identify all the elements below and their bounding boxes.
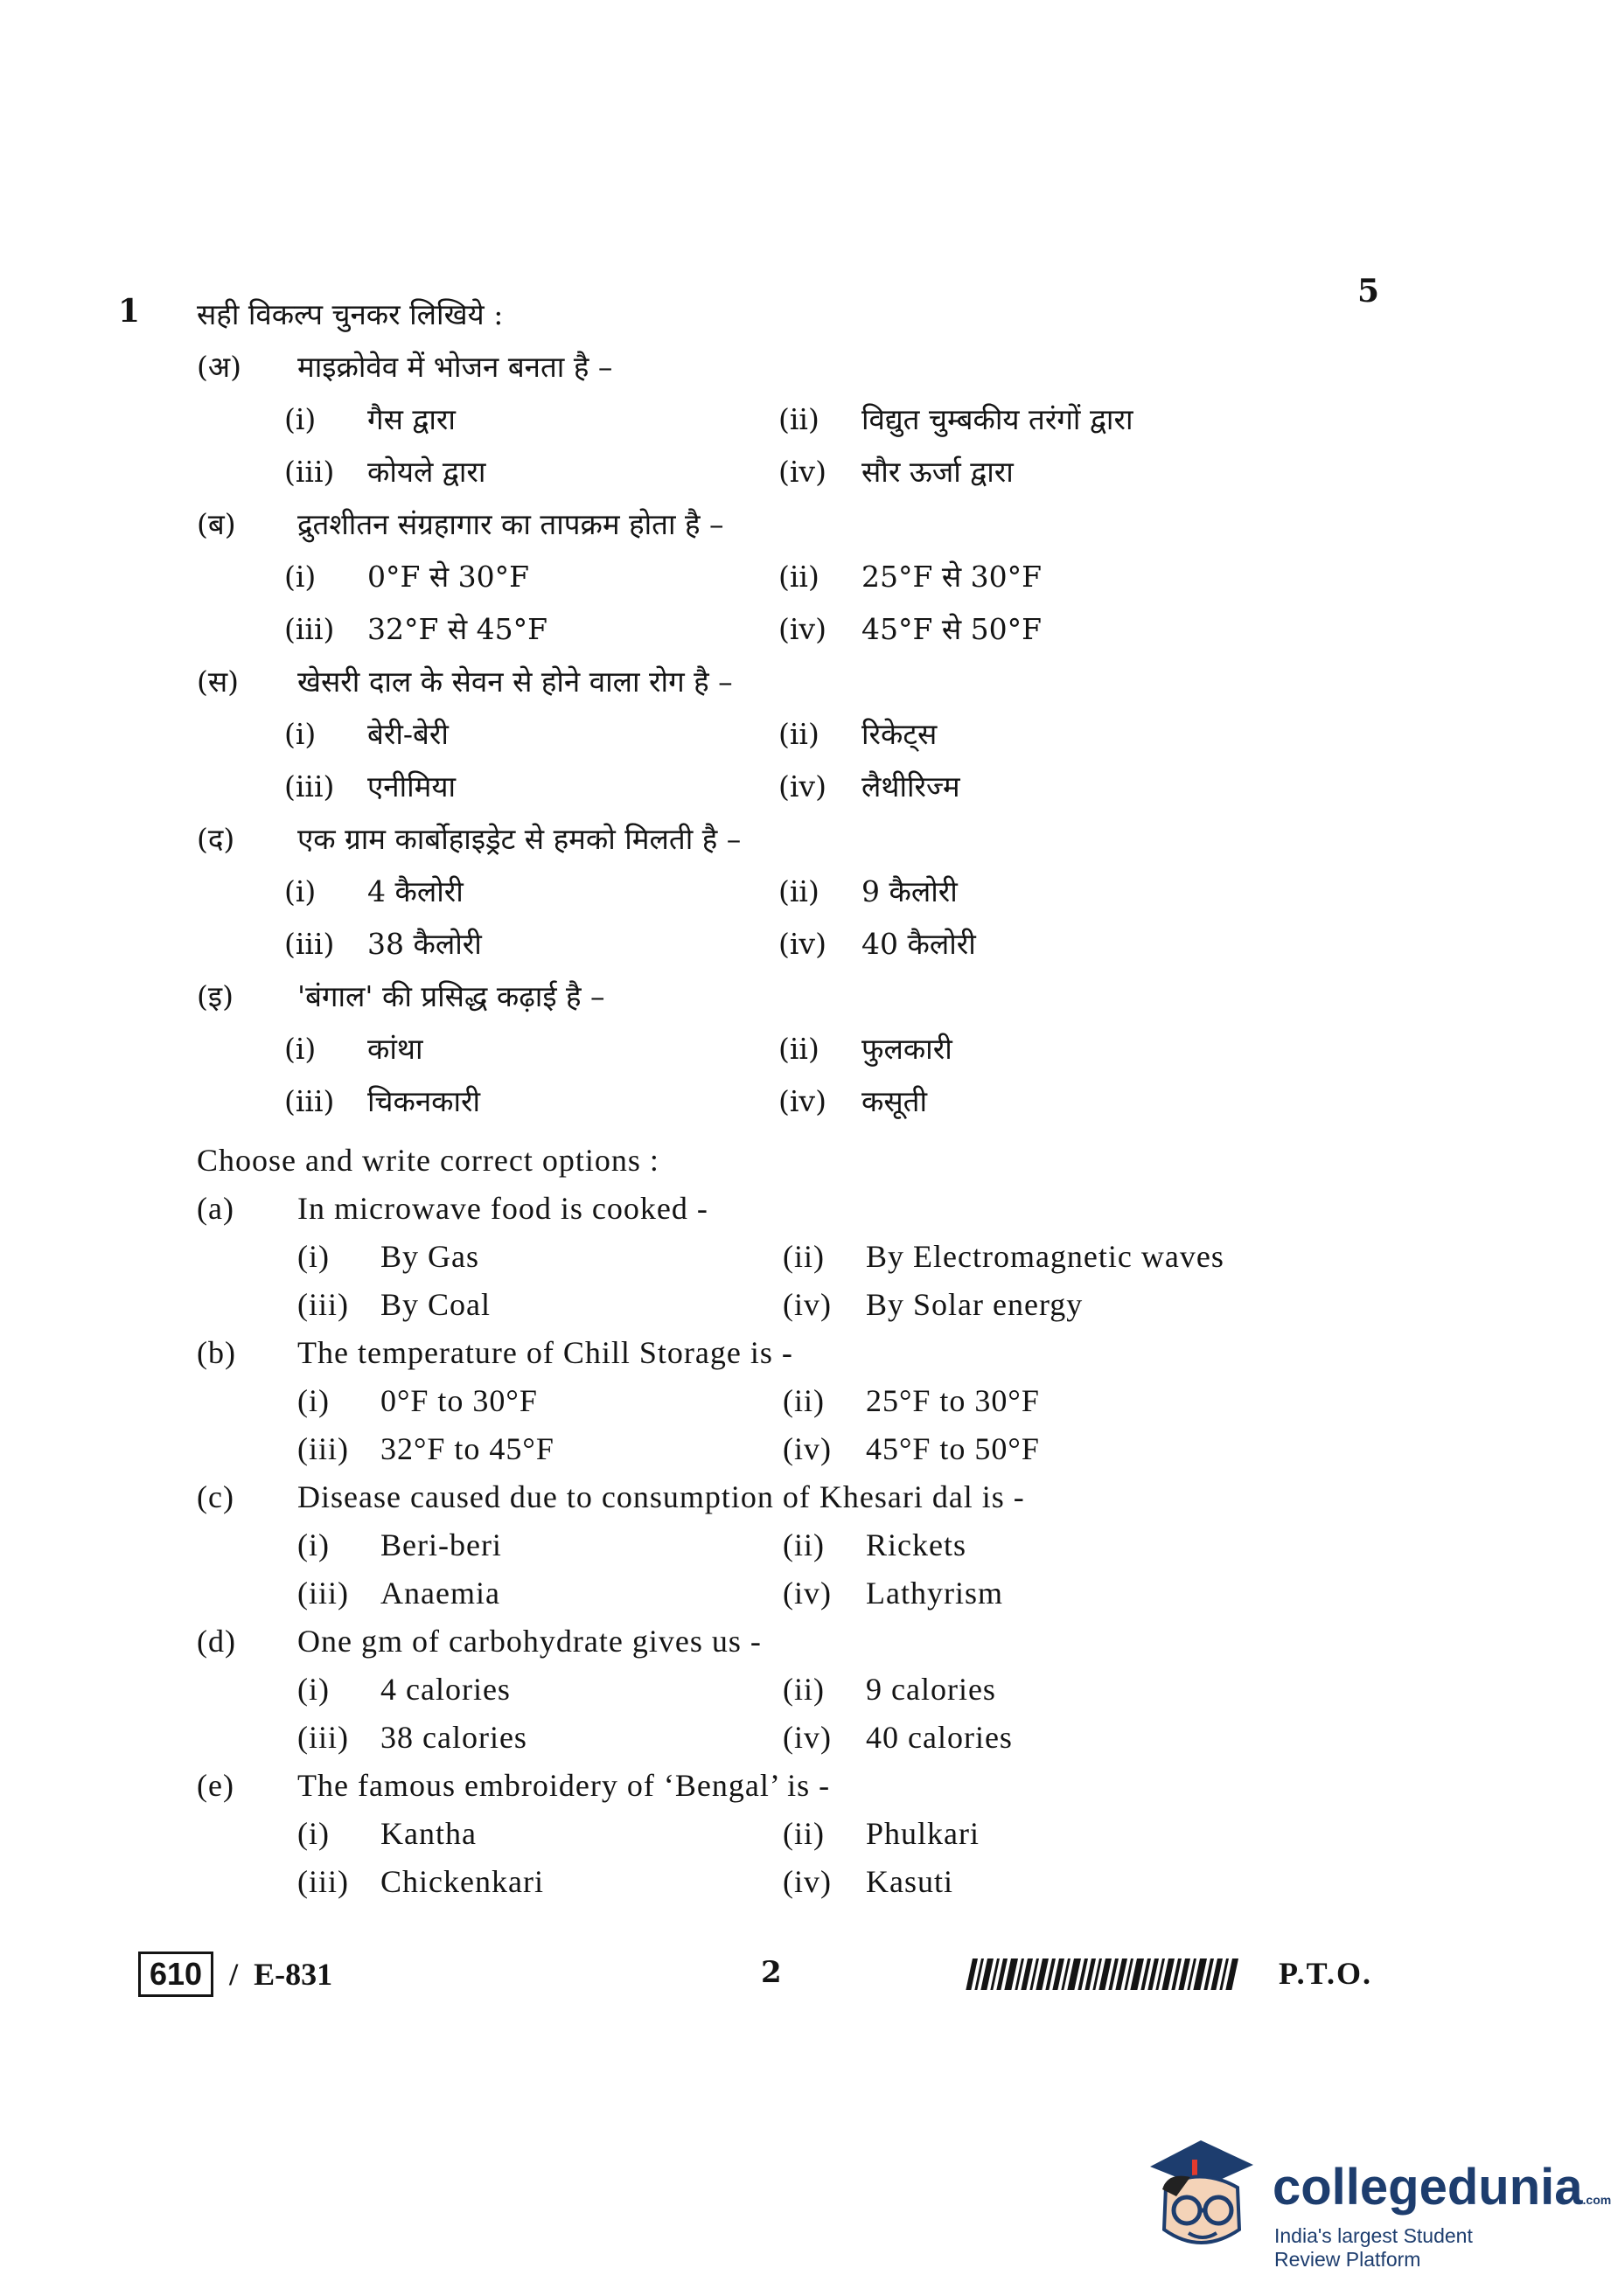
option-label: (iv) [778,927,826,961]
option-text: 45°F to 50°F [866,1431,1040,1466]
hindi-question [197,656,1351,813]
option-label: (iii) [284,927,335,961]
option [284,551,778,603]
option [297,1233,783,1281]
option-label: (iii) [297,1864,349,1899]
option-text: सौर ऊर्जा द्वारा [861,455,1014,489]
option-label: (ii) [778,1032,819,1066]
option-text: 40 calories [866,1720,1013,1755]
option [297,1377,783,1425]
option [778,603,1273,656]
option [284,446,778,498]
option [297,1666,783,1714]
option [284,603,778,656]
option [783,1281,1268,1329]
question-text: एक ग्राम कार्बोहाइड्रेट से हमको मिलती है – [297,822,742,856]
option-text: लैथीरिज्म [861,769,960,804]
option-label: (iv) [783,1576,832,1611]
paper-code-block [138,1952,332,1997]
option-text: रिकेट्स [861,717,938,751]
option [297,1281,783,1329]
option-text: गैस द्वारा [367,402,456,436]
question-text: The temperature of Chill Storage is - [297,1335,793,1370]
question-text: द्रुतशीतन संग्रहागार का तापक्रम होता है – [297,507,724,541]
option-label: (i) [297,1239,330,1274]
option-text: 32°F से 45°F [367,612,548,646]
option-label: (ii) [783,1816,825,1851]
option [783,1377,1268,1425]
brand-watermark [1141,2133,1611,2273]
option [297,1858,783,1906]
option-label: (iii) [284,455,335,489]
option-text: Anaemia [380,1576,500,1611]
option [778,708,1273,761]
option [783,1810,1268,1858]
option-text: एनीमिया [367,769,457,804]
option-text: 32°F to 45°F [380,1431,554,1466]
paper-separator: / [229,1957,239,1992]
option-label: (i) [284,1032,317,1066]
option [778,393,1273,446]
option-text: Kantha [380,1816,477,1851]
question-text: माइक्रोवेव में भोजन बनता है – [297,350,613,384]
option-text: 0°F to 30°F [380,1383,538,1418]
hindi-question [197,498,1351,656]
hindi-instruction: सही विकल्प चुनकर लिखिये : [197,297,504,331]
question-text: खेसरी दाल के सेवन से होने वाला रोग है – [297,664,733,699]
option-text: 25°F to 30°F [866,1383,1040,1418]
question-label: (b) [197,1335,236,1370]
option-text: 9 कैलोरी [861,874,958,908]
option-label: (iii) [284,612,335,646]
brand-name-text: collegedunia [1273,2159,1583,2216]
option-label: (i) [284,874,317,908]
option-text: कसूती [861,1084,928,1118]
question-text: 'बंगाल' की प्रसिद्ध कढ़ाई है – [297,979,605,1013]
question-label: (इ) [197,979,234,1013]
option [778,918,1273,971]
option-text: विद्युत चुम्बकीय तरंगों द्वारा [861,402,1133,436]
option-label: (ii) [783,1239,825,1274]
option-text: By Solar energy [866,1287,1084,1322]
english-section [197,1137,1351,1906]
option [783,1425,1268,1473]
option [284,918,778,971]
option-label: (iii) [297,1287,349,1322]
exam-code: E-831 [254,1957,333,1992]
option-text: Kasuti [866,1864,953,1899]
option-label: (iii) [297,1720,349,1755]
english-question [197,1185,1351,1329]
option-label: (iv) [778,612,826,646]
question-label: (द) [197,822,235,856]
question-label: (ब) [197,507,236,541]
option-text: 38 कैलोरी [367,927,482,961]
option-text: Beri-beri [380,1527,502,1562]
question-label: (c) [197,1479,234,1514]
option-label: (i) [284,717,317,751]
question-label: (a) [197,1191,234,1226]
option [778,446,1273,498]
option-label: (ii) [783,1383,825,1418]
option-label: (iv) [783,1431,832,1466]
option-text: चिकनकारी [367,1084,481,1118]
student-mascot-icon [1141,2133,1259,2265]
option-label: (i) [297,1816,330,1851]
option-text: 4 कैलोरी [367,874,464,908]
option [783,1714,1268,1762]
option-text: Lathyrism [866,1576,1003,1611]
page-number: 2 [761,1955,782,1990]
option-label: (iv) [778,455,826,489]
option-text: कोयले द्वारा [367,455,486,489]
brand-domain: .com [1582,2193,1611,2207]
option-label: (ii) [778,560,819,594]
option [297,1714,783,1762]
option [284,1075,778,1128]
option-label: (ii) [783,1527,825,1562]
hindi-question [197,971,1351,1128]
option [778,1075,1273,1128]
option-text: Phulkari [866,1816,980,1851]
question-text: Disease caused due to consumption of Khesari dal is - [297,1479,1025,1514]
marks: 5 [1357,273,1380,310]
option [783,1858,1268,1906]
option-text: 25°F से 30°F [861,560,1043,594]
option-label: (i) [297,1383,330,1418]
option-text: 38 calories [380,1720,527,1755]
option-label: (iii) [297,1576,349,1611]
question-label: (अ) [197,350,241,384]
question-text: In microwave food is cooked - [297,1191,708,1226]
hindi-question [197,813,1351,971]
option-label: (i) [284,402,317,436]
option [778,761,1273,813]
option [778,551,1273,603]
english-instruction: Choose and write correct options : [197,1143,659,1178]
option-label: (ii) [778,717,819,751]
hindi-section [197,289,1351,1128]
pto-label: P.T.O. [1279,1956,1373,1991]
option-text: 45°F से 50°F [861,612,1043,646]
option-label: (iv) [778,769,826,804]
option-text: 40 कैलोरी [861,927,976,961]
option-text: By Electromagnetic waves [866,1239,1224,1274]
option [284,393,778,446]
question-label: (स) [197,664,240,699]
option-text: बेरी-बेरी [367,717,449,751]
option [783,1666,1268,1714]
english-question [197,1329,1351,1473]
option-label: (i) [284,560,317,594]
option [297,1425,783,1473]
option-label: (iv) [783,1864,832,1899]
question-text: One gm of carbohydrate gives us - [297,1624,762,1659]
option-text: Chickenkari [380,1864,544,1899]
option [284,1023,778,1075]
paper-code: 610 [138,1952,213,1997]
option [284,866,778,918]
option-text: 4 calories [380,1672,511,1707]
option-label: (ii) [783,1672,825,1707]
option-label: (ii) [778,402,819,436]
option-label: (iii) [284,1084,335,1118]
option [284,761,778,813]
option-label: (iii) [297,1431,349,1466]
option-text: कांथा [367,1032,423,1066]
barcode-icon [962,1959,1252,1990]
option-text: By Coal [380,1287,492,1322]
option-text: 0°F से 30°F [367,560,530,594]
option-label: (iv) [783,1720,832,1755]
hindi-question [197,341,1351,498]
option-label: (iii) [284,769,335,804]
english-question [197,1618,1351,1762]
option [783,1233,1268,1281]
option-text: Rickets [866,1527,966,1562]
brand-tagline: India's largest Student Review Platform [1274,2224,1473,2271]
english-question [197,1762,1351,1906]
option-label: (iv) [783,1287,832,1322]
option [284,708,778,761]
brand-name [1273,2158,1611,2216]
option-text: फुलकारी [861,1032,952,1066]
option [783,1521,1268,1569]
option-label: (ii) [778,874,819,908]
question-number: 1 [118,293,141,330]
english-question [197,1473,1351,1618]
option [783,1569,1268,1618]
question-text: The famous embroidery of ‘Bengal’ is - [297,1768,831,1803]
option-text: 9 calories [866,1672,996,1707]
option-label: (i) [297,1672,330,1707]
option-label: (iv) [778,1084,826,1118]
question-label: (e) [197,1768,234,1803]
option [297,1569,783,1618]
option [778,866,1273,918]
option-text: By Gas [380,1239,479,1274]
option [778,1023,1273,1075]
option [297,1521,783,1569]
option [297,1810,783,1858]
option-label: (i) [297,1527,330,1562]
question-label: (d) [197,1624,236,1659]
